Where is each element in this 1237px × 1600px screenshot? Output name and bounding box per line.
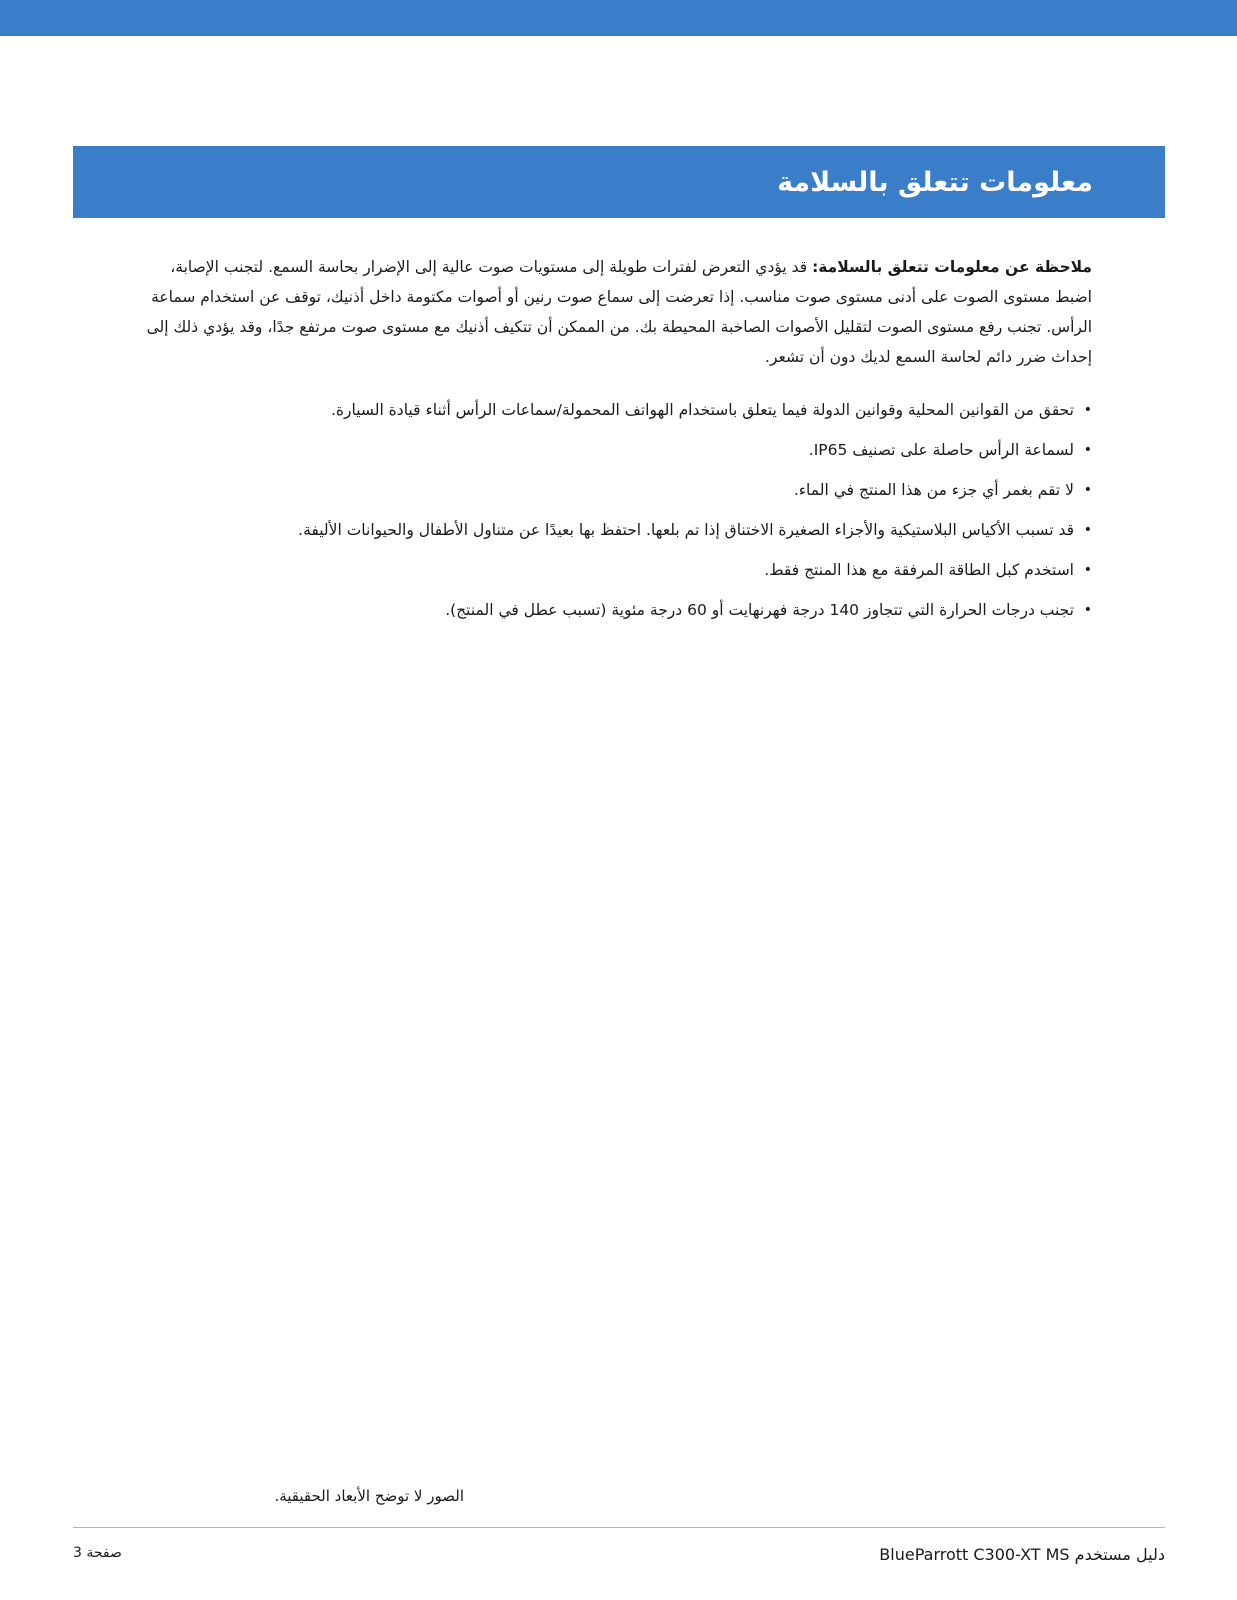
- title-banner: [73, 146, 1165, 218]
- page-number: صفحة 3: [73, 1545, 122, 1561]
- bullet-icon: •: [1083, 562, 1092, 578]
- list-item: [140, 470, 1092, 510]
- safety-bullet-list: [140, 390, 1092, 630]
- bullet-icon: •: [1083, 442, 1092, 458]
- note-text: قد يؤدي التعرض لفترات طويلة إلى مستويات صوت عالية إلى الإضرار بحاسة السمع. لتجنب الإصابة، اضبط مستوى الصوت على أدنى مستوى صوت مناسب. إذا تعرضت إلى سماع صوت رنين أو أصوات مكتومة داخل أذنيك، توقف عن استخدام سماعة الرأس. تجنب رفع مستوى الصوت لتقليل الأصوات الصاخبة المحيطة بك. من الممكن أن تتكيف أذنيك مع مستوى صوت مرتفع جدًا، وقد يؤدي ذلك إلى إحداث ضرر دائم لحاسة السمع لديك دون أن تشعر.: [146, 258, 1092, 366]
- note-label: ملاحظة عن معلومات تتعلق بالسلامة:: [812, 258, 1092, 276]
- list-item-text: قد تسبب الأكياس البلاستيكية والأجزاء الصغيرة الاختناق إذا تم بلعها. احتفظ بها بعيدًا عن متناول الأطفال والحيوانات الأليفة.: [298, 521, 1074, 539]
- manual-title: دليل مستخدم BlueParrott C300-XT MS: [879, 1545, 1165, 1564]
- list-item: [140, 590, 1092, 630]
- page-title: معلومات تتعلق بالسلامة: [777, 166, 1093, 198]
- list-item: [140, 390, 1092, 430]
- list-item-text: لا تقم بغمر أي جزء من هذا المنتج في الماء.: [793, 481, 1074, 499]
- safety-note: [140, 252, 1092, 372]
- image-disclaimer: الصور لا توضح الأبعاد الحقيقية.: [274, 1487, 464, 1505]
- list-item: [140, 550, 1092, 590]
- top-color-bar: [0, 0, 1237, 36]
- list-item-text: تجنب درجات الحرارة التي تتجاوز 140 درجة فهرنهايت أو 60 درجة مئوية (تسبب عطل في المنتج).: [445, 601, 1074, 619]
- bullet-icon: •: [1083, 602, 1092, 618]
- list-item: [140, 430, 1092, 470]
- bullet-icon: •: [1083, 522, 1092, 538]
- list-item-text: استخدم كبل الطاقة المرفقة مع هذا المنتج فقط.: [764, 561, 1074, 579]
- list-item-text: لسماعة الرأس حاصلة على تصنيف IP65.: [808, 441, 1074, 459]
- bullet-icon: •: [1083, 482, 1092, 498]
- list-item-text: تحقق من القوانين المحلية وقوانين الدولة فيما يتعلق باستخدام الهواتف المحمولة/سماعات الرأس أثناء قيادة السيارة.: [330, 401, 1074, 419]
- list-item: [140, 510, 1092, 550]
- footer-divider: [73, 1527, 1165, 1528]
- bullet-icon: •: [1083, 402, 1092, 418]
